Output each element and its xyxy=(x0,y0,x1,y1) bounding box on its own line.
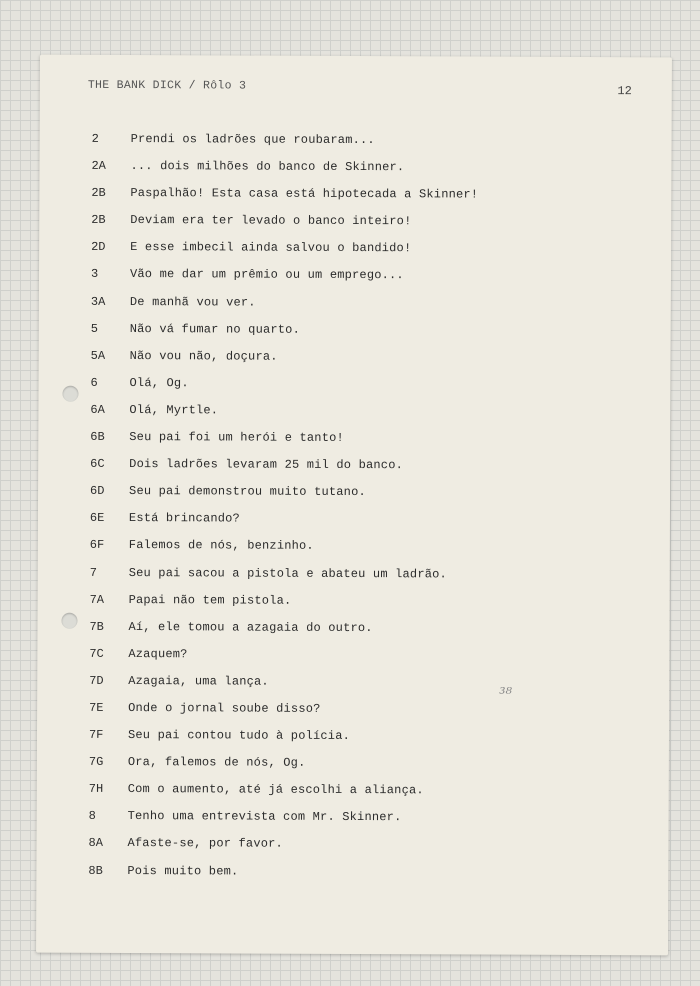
line-text: Ora, falemos de nós, Og. xyxy=(127,755,306,770)
line-text: E esse imbecil ainda salvou o bandido! xyxy=(130,240,412,256)
page-number: 12 xyxy=(617,84,632,99)
line-number: 2 xyxy=(91,131,99,146)
subtitle-line xyxy=(38,538,670,568)
line-text: Dois ladrões levaram 25 mil do banco. xyxy=(129,457,404,473)
line-text: Seu pai contou tudo à polícia. xyxy=(127,728,351,744)
subtitle-line xyxy=(38,403,670,433)
line-text: Não vou não, doçura. xyxy=(129,348,278,364)
line-number: 2B xyxy=(91,213,106,228)
line-number: 6 xyxy=(90,375,98,390)
line-number: 7H xyxy=(88,782,104,797)
line-text: Paspalhão! Esta casa está hipotecada a Skinner! xyxy=(130,186,479,202)
line-text: Prendi os ladrões que roubaram... xyxy=(130,132,375,148)
line-number: 2A xyxy=(91,158,106,174)
line-text: Pois muito bem. xyxy=(127,863,239,879)
line-number: 7B xyxy=(89,619,104,634)
line-number: 6A xyxy=(90,402,105,417)
subtitle-line xyxy=(37,592,669,622)
line-text: Vão me dar um prêmio ou um emprego... xyxy=(129,267,404,283)
line-number: 6F xyxy=(89,538,105,553)
line-number: 6B xyxy=(90,429,105,444)
line-text: Tenho uma entrevista com Mr. Skinner. xyxy=(127,809,402,825)
line-number: 7A xyxy=(89,592,105,607)
line-number: 6D xyxy=(90,484,105,499)
line-text: Seu pai demonstrou muito tutano. xyxy=(129,484,366,500)
subtitle-line xyxy=(39,240,671,270)
subtitle-line xyxy=(38,565,670,595)
line-number: 7D xyxy=(89,673,104,688)
line-text: Papai não tem pistola. xyxy=(128,592,292,608)
line-text: Seu pai sacou a pistola e abateu um ladrão. xyxy=(128,565,447,581)
subtitle-line xyxy=(36,863,668,893)
subtitle-line xyxy=(37,701,669,731)
subtitle-line xyxy=(39,348,671,378)
line-number: 3 xyxy=(90,267,99,282)
line-text: Falemos de nós, benzinho. xyxy=(128,538,314,554)
line-number: 7E xyxy=(89,700,104,715)
line-text: Não vá fumar no quarto. xyxy=(129,321,301,337)
subtitle-line xyxy=(37,782,669,812)
line-text: Azagaia, uma lança. xyxy=(128,673,269,689)
line-number: 5A xyxy=(90,348,106,363)
line-number: 2D xyxy=(91,240,106,255)
subtitle-line xyxy=(38,484,670,514)
line-text: Aí, ele tomou a azagaia do outro. xyxy=(128,619,373,635)
line-number: 6E xyxy=(89,511,105,526)
subtitle-line xyxy=(39,159,671,189)
subtitle-line xyxy=(38,511,670,541)
line-number: 3A xyxy=(90,294,106,309)
line-text: De manhã vou ver. xyxy=(129,294,256,310)
margin-note: ₃₈ xyxy=(499,678,513,698)
subtitle-line xyxy=(38,457,670,487)
line-text: Olá, Og. xyxy=(129,375,189,391)
line-number: 2B xyxy=(91,186,106,201)
line-text: Olá, Myrtle. xyxy=(129,402,219,418)
line-text: Onde o jornal soube disso? xyxy=(128,700,321,716)
subtitle-line xyxy=(38,375,670,405)
line-text: Azaquem? xyxy=(128,646,188,662)
line-number: 7G xyxy=(88,755,104,770)
subtitle-line xyxy=(39,294,671,324)
line-number: 8 xyxy=(88,809,96,824)
typed-page xyxy=(36,55,672,956)
subtitle-line xyxy=(37,755,669,785)
page-header: THE BANK DICK / Rôlo 3 xyxy=(87,78,247,93)
subtitle-line xyxy=(37,619,669,649)
subtitle-line xyxy=(37,673,669,703)
subtitle-line xyxy=(38,430,670,460)
line-number: 7F xyxy=(88,727,104,742)
subtitle-line xyxy=(39,321,671,351)
line-text: Com o aumento, até já escolhi a aliança. xyxy=(127,782,424,798)
subtitle-line xyxy=(40,132,672,162)
line-number: 7 xyxy=(89,565,97,580)
subtitle-line xyxy=(39,267,671,297)
subtitle-list xyxy=(36,132,671,893)
line-number: 7C xyxy=(89,646,104,661)
line-number: 8A xyxy=(88,836,103,851)
subtitle-line xyxy=(39,186,671,216)
line-number: 8B xyxy=(88,863,103,878)
subtitle-line xyxy=(39,213,671,243)
line-text: ... dois milhões do banco de Skinner. xyxy=(130,159,405,175)
subtitle-line xyxy=(37,646,669,676)
subtitle-line xyxy=(37,728,669,758)
line-text: Seu pai foi um herói e tanto! xyxy=(129,430,344,445)
line-number: 5 xyxy=(90,321,99,336)
subtitle-line xyxy=(37,809,669,839)
line-number: 6C xyxy=(90,456,105,472)
line-text: Deviam era ter levado o banco inteiro! xyxy=(130,213,412,229)
line-text: Afaste-se, por favor. xyxy=(127,836,283,852)
line-text: Está brincando? xyxy=(128,511,241,526)
subtitle-line xyxy=(36,836,668,866)
